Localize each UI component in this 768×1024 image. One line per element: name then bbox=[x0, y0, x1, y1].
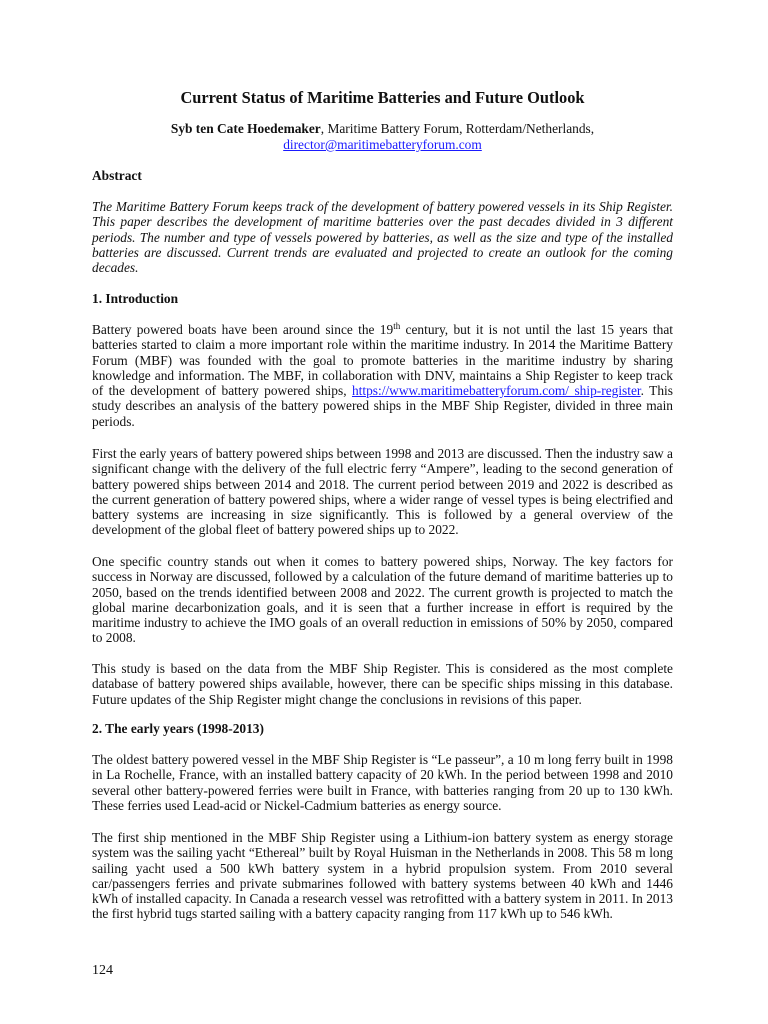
author-name: Syb ten Cate Hoedemaker bbox=[170, 121, 321, 136]
abstract-heading: Abstract bbox=[92, 168, 142, 183]
abstract-text: The Maritime Battery Forum keeps track of the development of battery powered vessels in its Ship Register. This paper describes the development of maritime batteries over the past decades divided in 3 different periods. The number and type of vessels powered by batteries, as well as the size and type of the installed batteries are discussed. Current trends are evaluated and projected to create an outlook for the coming decades. bbox=[92, 199, 673, 276]
intro-p1-text-b: century, but it is not until the last 15 years that batteries started to claim a more important role within the maritime industry. In 2014 the Maritime Battery Forum (MBF) was founded with the goal to promote batteries in the maritime industry by sharing knowledge and information. The MBF, in collaboration with DNV, maintains a Ship Register to keep track of the development of battery powered ships, bbox=[92, 322, 673, 399]
intro-p1-text-a: Battery powered boats have been around since the 19 bbox=[92, 322, 394, 337]
intro-p1-text-c: . This study describes an analysis of the battery powered ships in the MBF Ship Register, divided in three main periods. bbox=[92, 383, 673, 429]
author-affiliation: , Maritime Battery Forum, Rotterdam/Netherlands, bbox=[320, 121, 595, 136]
author-line bbox=[92, 121, 673, 137]
superscript-th: th bbox=[393, 321, 401, 331]
intro-paragraph-2: First the early years of battery powered ships between 1998 and 2013 are discussed. Then the industry saw a significant change with the delivery of the full electric ferry “Ampere”, leading to the second generation of battery powered ships between 2014 and 2018. The current period between 2019 and 2022 is described as the current generation of battery powered ships, where a wider range of vessel types is being electrified and battery systems are increasing in size significantly. This is followed by a general overview of the development of the global fleet of battery powered ships up to 2022. bbox=[92, 446, 673, 538]
early-years-paragraph-1: The oldest battery powered vessel in the MBF Ship Register is “Le passeur”, a 10 m long ferry built in 1998 in La Rochelle, France, with an installed battery capacity of 20 kWh. In the period between 1998 and 2010 several other battery-powered ferries were built in France, with batteries ranging from 20 up to 130 kWh. These ferries used Lead-acid or Nickel-Cadmium batteries as energy source. bbox=[92, 752, 673, 813]
section-2-heading: 2. The early years (1998-2013) bbox=[92, 721, 264, 736]
intro-paragraph-4: This study is based on the data from the MBF Ship Register. This is considered as the most complete database of battery powered ships available, however, there can be specific ships missing in this database. Future updates of the Ship Register might change the conclusions in revisions of this paper. bbox=[92, 661, 673, 707]
early-years-paragraph-2: The first ship mentioned in the MBF Ship Register using a Lithium-ion battery system as energy storage system was the sailing yacht “Ethereal” built by Royal Huisman in the Netherlands in 2008. This 58 m long sailing yacht used a 500 kWh battery system in a hybrid propulsion system. From 2010 several car/passengers ferries and private submarines followed with battery systems between 40 kWh and 1446 kWh of installed capacity. In Canada a research vessel was retrofitted with a battery system in 2011. In 2013 the first hybrid tugs started sailing with a battery capacity ranging from 117 kWh up to 546 kWh. bbox=[92, 830, 673, 922]
section-1-heading: 1. Introduction bbox=[92, 291, 179, 306]
intro-paragraph-1 bbox=[92, 322, 673, 429]
author-email-link[interactable]: director@maritimebatteryforum.com bbox=[283, 137, 482, 152]
paper-title: Current Status of Maritime Batteries and Future Outlook bbox=[180, 88, 585, 107]
intro-paragraph-3: One specific country stands out when it comes to battery powered ships, Norway. The key factors for success in Norway are discussed, followed by a calculation of the future demand of maritime batteries up to 2050, based on the trends identified between 2008 and 2022. The current growth is projected to match the global marine decarbonization goals, and it is seen that a further increase in effort is required by the maritime industry to achieve the IMO goals of an overall reduction in emissions of 50% by 2050, compared to 2008. bbox=[92, 554, 673, 646]
page-number: 124 bbox=[92, 963, 113, 978]
author-block bbox=[92, 121, 673, 153]
ship-register-link[interactable]: https://www.maritimebatteryforum.com/ ship-register bbox=[351, 383, 641, 399]
paper-page bbox=[92, 0, 673, 1024]
